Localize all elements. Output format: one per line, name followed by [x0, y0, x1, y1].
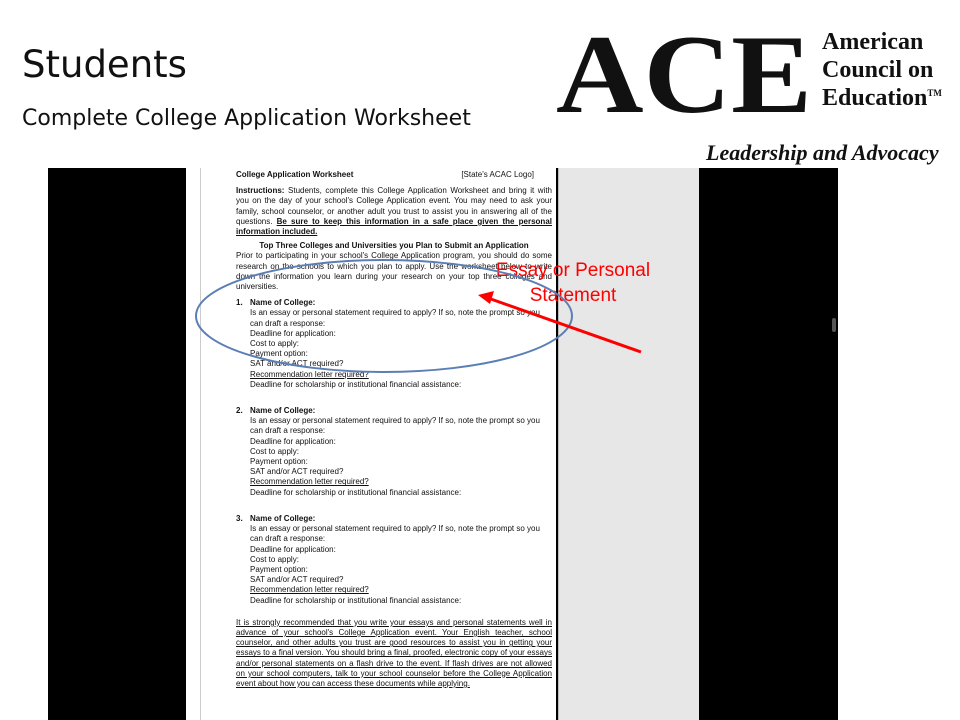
logo-tagline: Leadership and Advocacy [706, 140, 939, 165]
callout-line1: Essay or Personal [495, 260, 651, 281]
essay-question: Is an essay or personal statement required to apply? If so, note the prompt so you can draft a response: [250, 524, 540, 544]
ace-logo-letters: ACE [556, 24, 812, 124]
scholarship-label: Deadline for scholarship or institutional financial assistance: [250, 487, 462, 497]
deadline-label: Deadline for application: [250, 544, 336, 554]
college-number: 2. [236, 406, 243, 416]
state-logo-placeholder: [State's ACAC Logo] [461, 170, 534, 179]
callout-arrow-line [488, 298, 641, 352]
college-number: 3. [236, 513, 243, 523]
closing-note: It is strongly recommended that you write your essays and personal statements well in advance of your school's College Application event. Your English teacher, school counselor, and other adults you trust are good resources to assist you in getting your essays to a final version. You should bring a final, proofed, electronic copy of your essays and/or personal statements on a flash drive to the event. If flash drives are not allowed on your school computers, talk to your school counselor before the College Application event about how you can access these documents while applying. [236, 617, 552, 688]
college-number: 1. [236, 298, 243, 308]
sat-act-label: SAT and/or ACT required? [250, 359, 344, 369]
slide-title: Students [22, 43, 187, 86]
payment-label: Payment option: [250, 564, 308, 574]
section-intro: Prior to participating in your school's College Application program, you should do some research on the schools to which you plan to apply. Use the worksheet below to write down the information you learn during your research on your top three colleges and universities. [236, 251, 552, 292]
logo-name-line3: Education [822, 85, 928, 111]
logo-name-line2: Council on [822, 57, 934, 83]
instructions-label: Instructions: [236, 186, 285, 196]
section-heading: Top Three Colleges and Universities you Plan to Submit an Application [259, 241, 529, 251]
worksheet-title: College Application Worksheet [236, 170, 354, 179]
college-name-label: Name of College: [250, 513, 316, 523]
essay-question: Is an essay or personal statement required to apply? If so, note the prompt so you can draft a response: [250, 416, 540, 436]
sat-act-label: SAT and/or ACT required? [250, 575, 344, 585]
payment-label: Payment option: [250, 457, 308, 467]
deadline-label: Deadline for application: [250, 436, 336, 446]
essay-question: Is an essay or personal statement required to apply? If so, note the prompt so you can draft a response: [250, 308, 540, 328]
callout-line2: Statement [529, 285, 617, 306]
cost-label: Cost to apply: [250, 446, 299, 456]
deadline-label: Deadline for application: [250, 328, 336, 338]
cost-label: Cost to apply: [250, 554, 299, 564]
recommendation-label: Recommendation letter required? [250, 477, 369, 487]
recommendation-label: Recommendation letter required? [250, 369, 369, 379]
college-name-label: Name of College: [250, 298, 316, 308]
sat-act-label: SAT and/or ACT required? [250, 467, 344, 477]
instructions-text: Students, complete this College Application Worksheet and bring it with you on the day of your school's College Application event. You may need to ask your family, school counselor, or another adult you trust to assist you in answering all of the questions. [236, 186, 552, 226]
college-name-label: Name of College: [250, 406, 316, 416]
cost-label: Cost to apply: [250, 339, 299, 349]
highlight-ellipse [196, 260, 572, 372]
scholarship-label: Deadline for scholarship or institutional financial assistance: [250, 595, 462, 605]
scholarship-label: Deadline for scholarship or institutional financial assistance: [250, 379, 462, 389]
payment-label: Payment option: [250, 349, 308, 359]
instructions-emphasis: Be sure to keep this information in a safe place given the personal information included. [236, 216, 552, 237]
logo-name-line1: American [822, 29, 924, 55]
slide-subtitle: Complete College Application Worksheet [22, 106, 471, 131]
callout-arrow-head [478, 291, 494, 304]
recommendation-label: Recommendation letter required? [250, 585, 369, 595]
logo-trademark: TM [927, 88, 942, 98]
